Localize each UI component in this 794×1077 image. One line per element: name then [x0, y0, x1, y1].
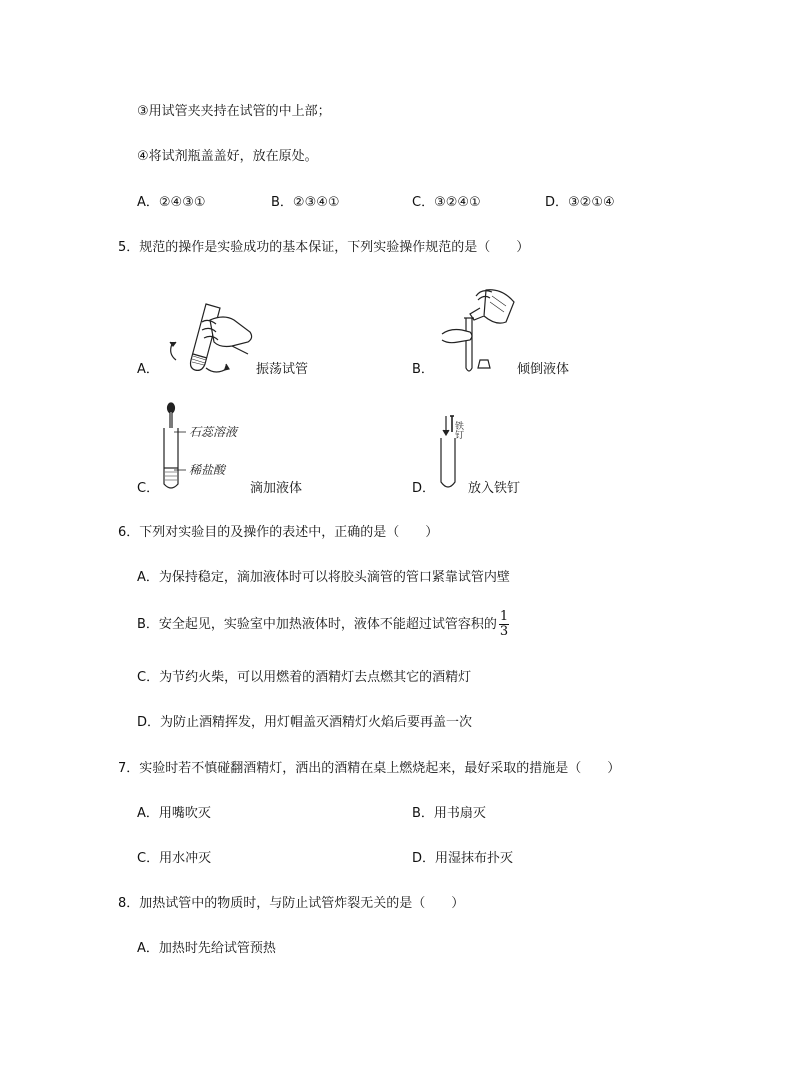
q7-option-b[interactable]: B．用书扇灭	[412, 806, 486, 821]
q5-option-d-caption: 放入铁钉	[468, 481, 521, 496]
fraction-numerator: 1	[499, 609, 509, 624]
shaking-test-tube-figure	[162, 298, 257, 380]
q7-option-a[interactable]: A．用嘴吹灭	[137, 806, 211, 821]
q4-step4: ④将试剂瓶盖盖好，放在原处。	[137, 149, 318, 164]
q4-option-b[interactable]: B．②③④①	[271, 195, 340, 210]
dilute-hcl-label: 稀盐酸	[189, 463, 226, 477]
q5-option-a-letter[interactable]: A．	[137, 362, 159, 377]
q7-option-d[interactable]: D．用湿抹布扑灭	[412, 851, 514, 866]
q6-option-d[interactable]: D．为防止酒精挥发，用灯帽盖灭酒精灯火焰后要再盖一次	[137, 715, 473, 730]
one-third-fraction	[499, 610, 509, 639]
iron-nail-label: 铁钉	[453, 421, 463, 439]
q5-option-a-caption: 振荡试管	[256, 362, 309, 377]
q4-option-d[interactable]: D．③②①④	[545, 195, 615, 210]
q5-stem: 5．规范的操作是实验成功的基本保证，下列实验操作规范的是（ ）	[118, 240, 530, 255]
q5-option-d-letter[interactable]: D．	[412, 481, 436, 496]
q4-option-c[interactable]: C．③②④①	[412, 195, 481, 210]
q6-option-b-text: B．安全起见，实验室中加热液体时，液体不能超过试管容积的	[137, 617, 497, 632]
q5-option-b-letter[interactable]: B．	[412, 362, 434, 377]
q6-option-a[interactable]: A．为保持稳定，滴加液体时可以将胶头滴管的管口紧靠试管内壁	[137, 570, 510, 585]
q4-option-a[interactable]: A．②④③①	[137, 195, 206, 210]
q7-stem: 7．实验时若不慎碰翻酒精灯，洒出的酒精在桌上燃烧起来，最好采取的措施是（ ）	[118, 761, 621, 776]
q7-option-c[interactable]: C．用水冲灭	[137, 851, 212, 866]
q8-stem: 8．加热试管中的物质时，与防止试管炸裂无关的是（ ）	[118, 896, 465, 911]
pouring-liquid-figure	[436, 286, 521, 378]
q5-option-b-caption: 倾倒液体	[517, 362, 570, 377]
dropper-adding-liquid-figure	[160, 400, 260, 492]
q5-option-c-letter[interactable]: C．	[137, 481, 160, 496]
q8-option-a[interactable]: A．加热时先给试管预热	[137, 941, 276, 956]
fraction-denominator: 3	[499, 624, 509, 639]
q6-option-c[interactable]: C．为节约火柴，可以用燃着的酒精灯去点燃其它的酒精灯	[137, 670, 472, 685]
q6-option-b[interactable]	[137, 610, 509, 639]
q5-option-c-caption: 滴加液体	[250, 481, 303, 496]
q6-stem: 6．下列对实验目的及操作的表述中，正确的是（ ）	[118, 525, 439, 540]
q4-step3: ③用试管夹夹持在试管的中上部；	[137, 104, 331, 119]
litmus-solution-label: 石蕊溶液	[189, 425, 238, 439]
